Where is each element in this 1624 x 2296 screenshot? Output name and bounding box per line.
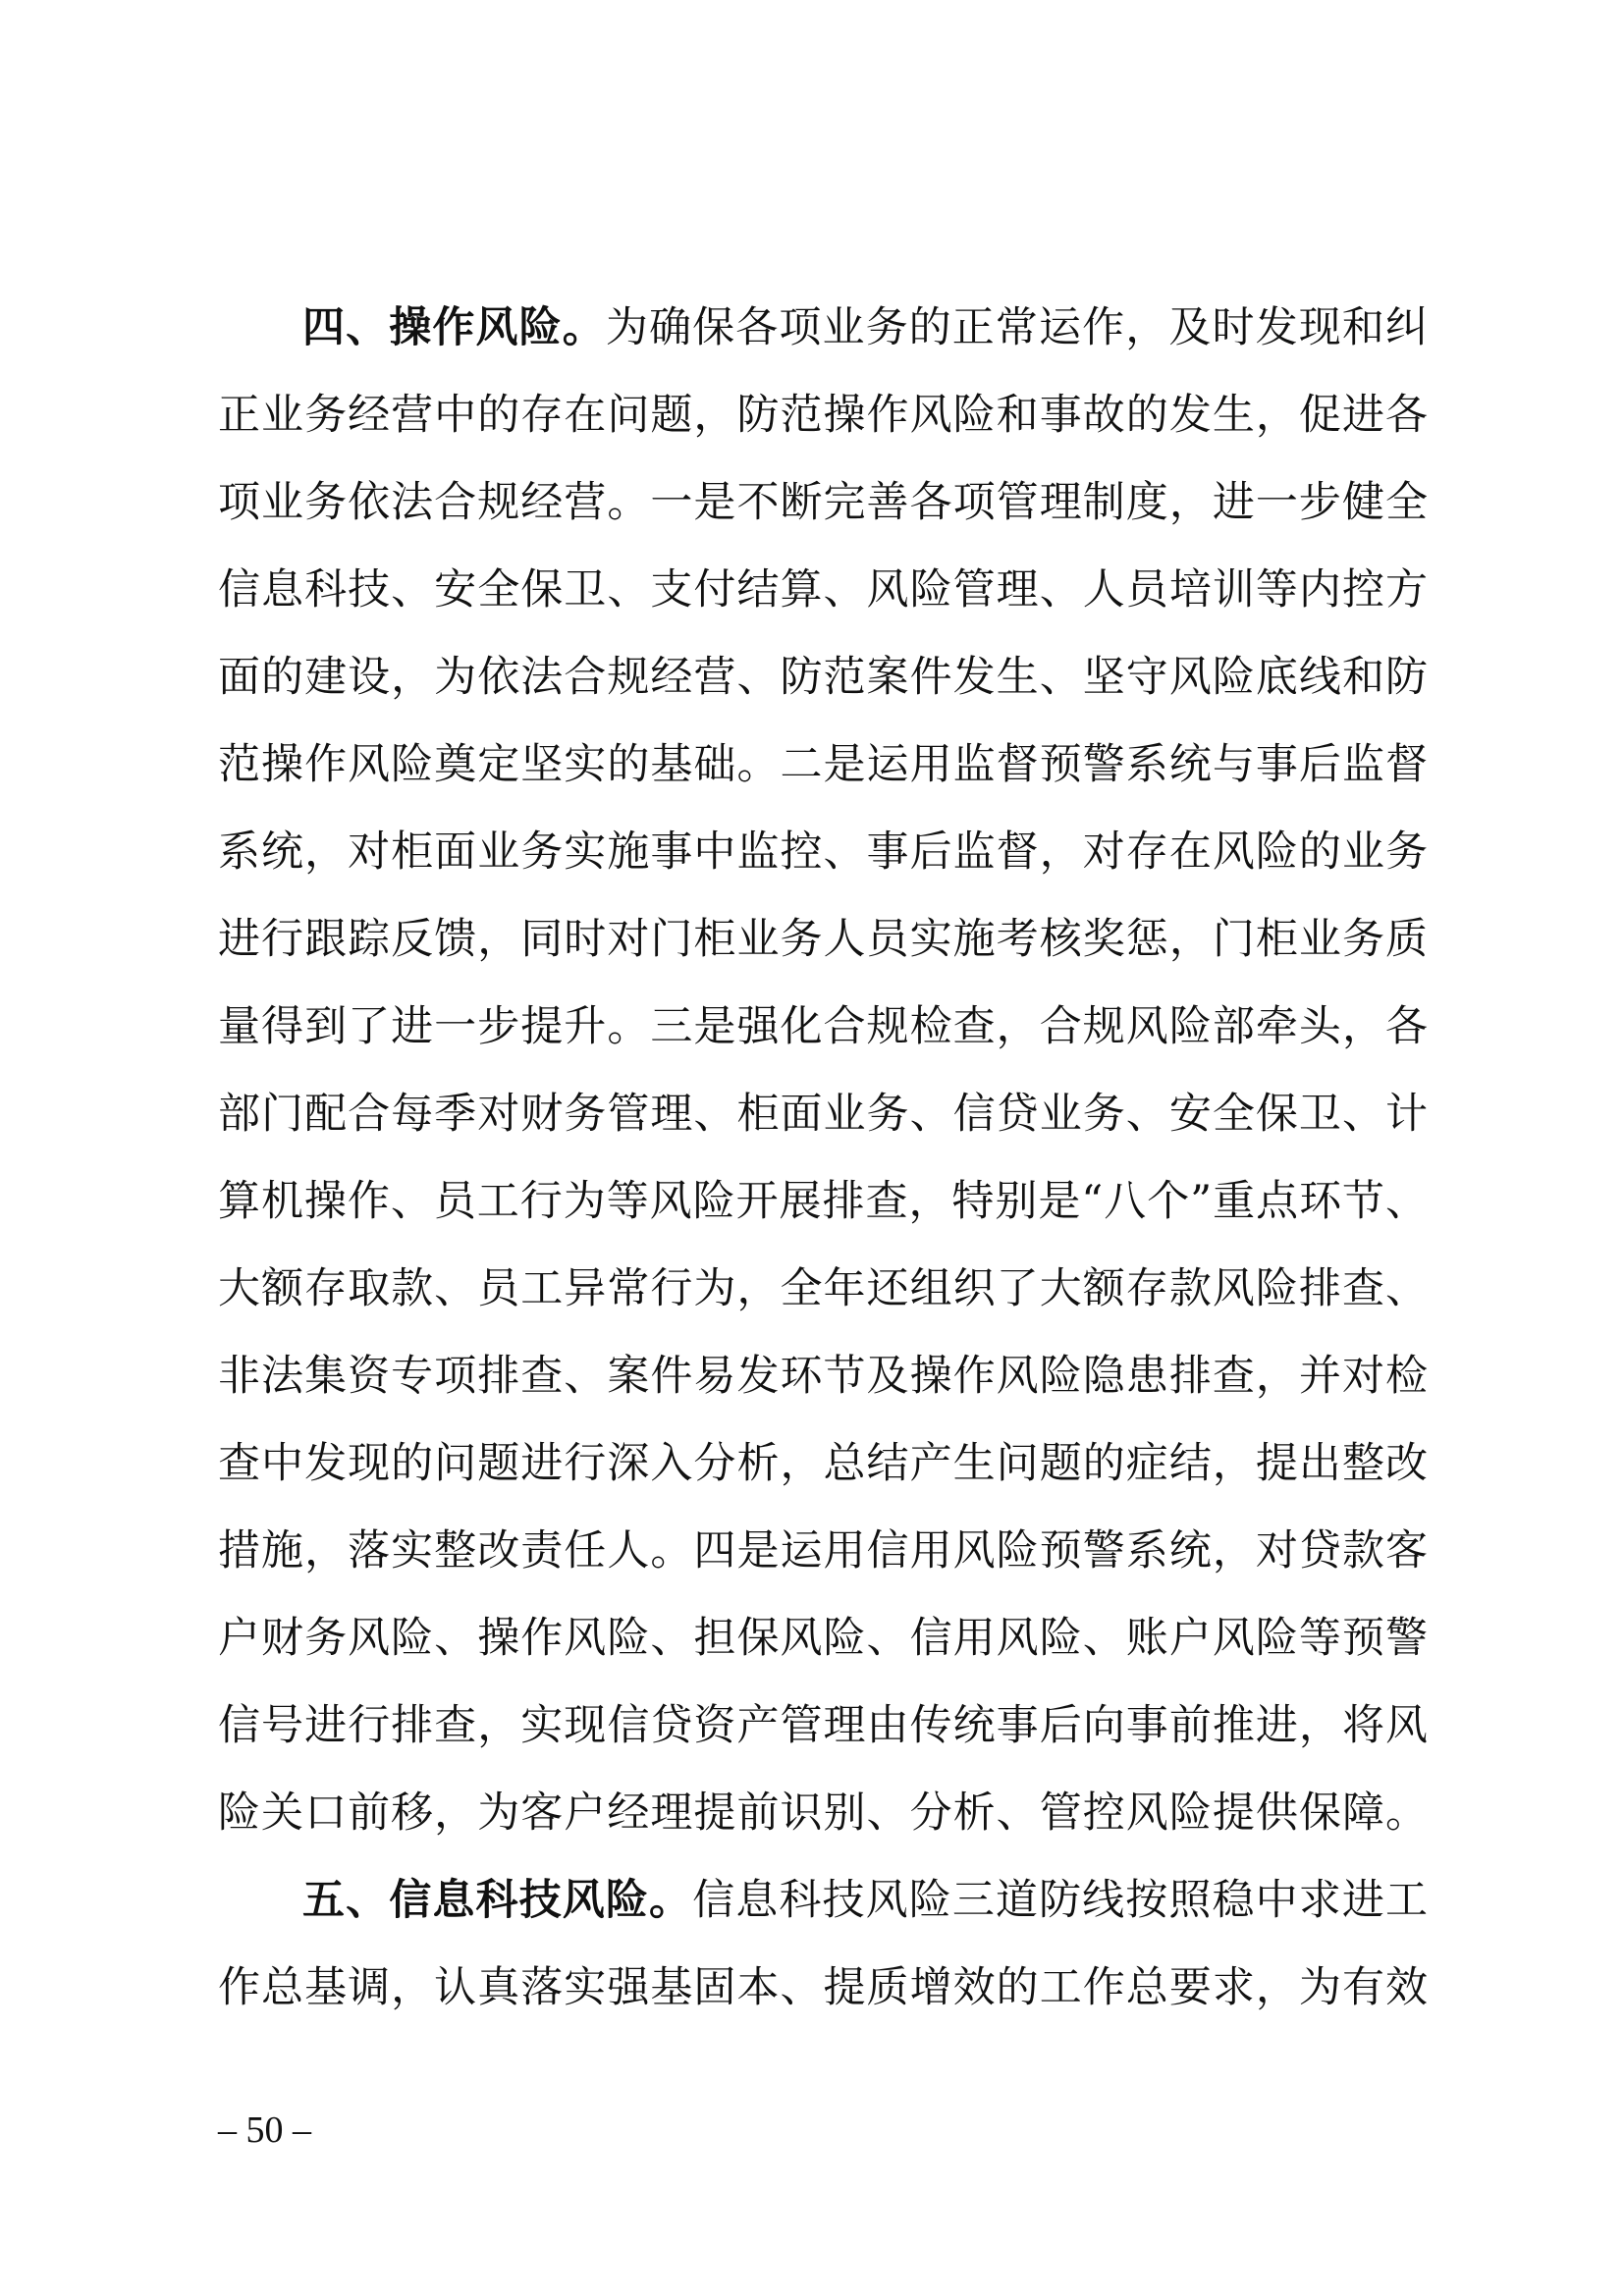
paragraph-line: 作总基调，认真落实强基固本、提质增效的工作总要求，为有效	[218, 1963, 1428, 2012]
paragraph-line: 量得到了进一步提升。三是强化合规检查，合规风险部牵头，各	[218, 1002, 1428, 1051]
paragraph-text: 信息科技风险三道防线按照稳中求进工	[692, 1876, 1429, 1925]
paragraph-line: 算机操作、员工行为等风险开展排查，特别是“八个”重点环节、	[218, 1177, 1428, 1226]
paragraph-line: 进行跟踪反馈，同时对门柜业务人员实施考核奖惩，门柜业务质	[218, 915, 1428, 964]
body-text	[218, 285, 1428, 2032]
paragraph-line: 查中发现的问题进行深入分析，总结产生问题的症结，提出整改	[218, 1439, 1428, 1488]
paragraph-line: 部门配合每季对财务管理、柜面业务、信贷业务、安全保卫、计	[218, 1090, 1428, 1139]
paragraph-line	[218, 1857, 1428, 1945]
paragraph-line: 户财务风险、操作风险、担保风险、信用风险、账户风险等预警	[218, 1614, 1428, 1663]
paragraph-line: 系统，对柜面业务实施事中监控、事后监督，对存在风险的业务	[218, 828, 1428, 877]
paragraph-line: 信息科技、安全保卫、支付结算、风险管理、人员培训等内控方	[218, 565, 1428, 614]
paragraph-line: 非法集资专项排查、案件易发环节及操作风险隐患排查，并对检	[218, 1352, 1428, 1401]
paragraph-text: 为确保各项业务的正常运作，及时发现和纠	[605, 303, 1429, 352]
paragraph-line: 范操作风险奠定坚实的基础。二是运用监督预警系统与事后监督	[218, 740, 1428, 789]
paragraph-line	[218, 285, 1428, 372]
paragraph-line: 大额存取款、员工异常行为，全年还组织了大额存款风险排查、	[218, 1264, 1428, 1313]
page-number: – 50 –	[218, 2109, 311, 2151]
paragraph-line: 信号进行排查，实现信贷资产管理由传统事后向事前推进，将风	[218, 1701, 1428, 1750]
paragraph-line: 正业务经营中的存在问题，防范操作风险和事故的发生，促进各	[218, 391, 1428, 440]
paragraph-line: 项业务依法合规经营。一是不断完善各项管理制度，进一步健全	[218, 478, 1428, 527]
section-heading: 四、操作风险。	[302, 303, 606, 352]
paragraph-line: 面的建设，为依法合规经营、防范案件发生、坚守风险底线和防	[218, 653, 1428, 702]
paragraph-line: 险关口前移，为客户经理提前识别、分析、管控风险提供保障。	[218, 1789, 1428, 1838]
paragraph-line: 措施，落实整改责任人。四是运用信用风险预警系统，对贷款客	[218, 1526, 1428, 1575]
section-heading: 五、信息科技风险。	[302, 1876, 693, 1925]
